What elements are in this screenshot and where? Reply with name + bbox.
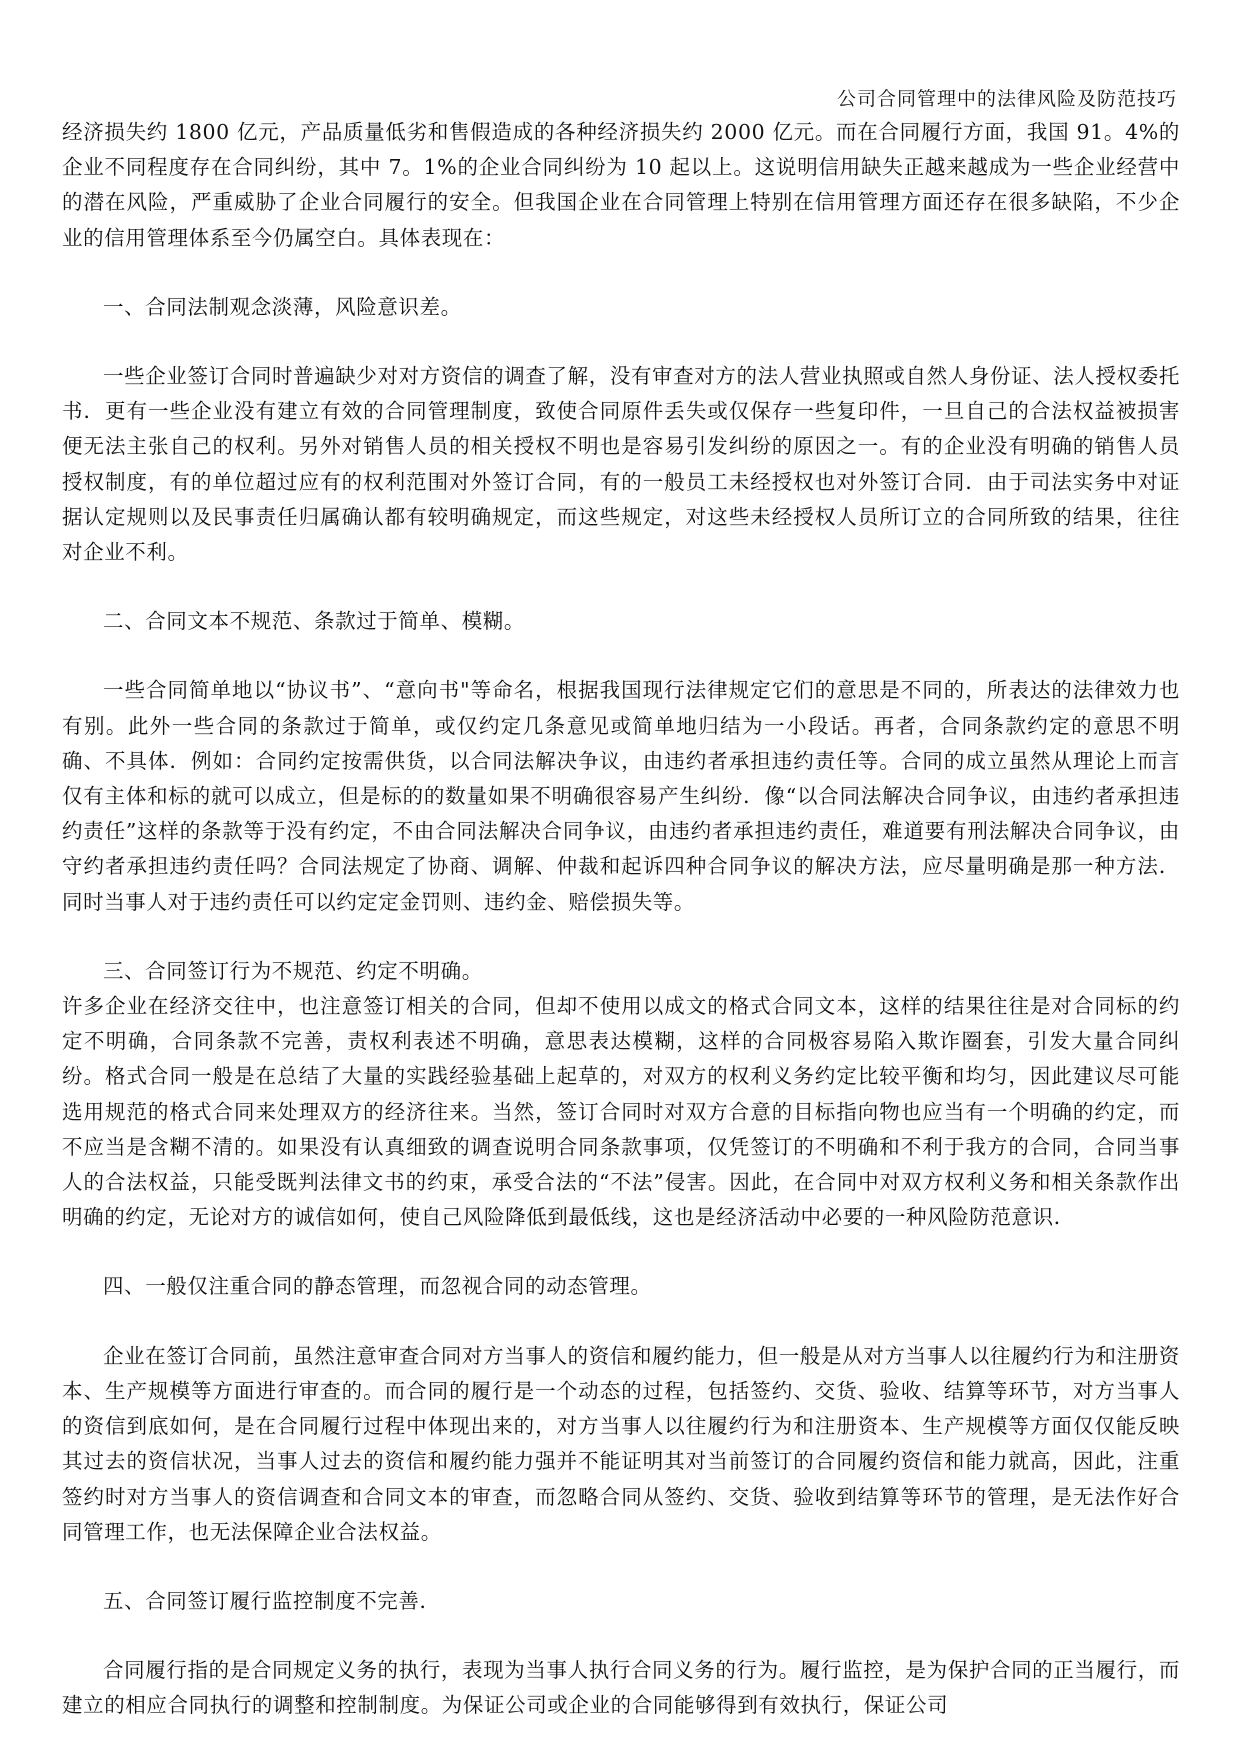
section-heading-4: 四、一般仅注重合同的静态管理，而忽视合同的动态管理。 bbox=[103, 1274, 652, 1299]
section-heading-2: 二、合同文本不规范、条款过于简单、模糊。 bbox=[103, 609, 525, 634]
paragraph-section-5: 合同履行指的是合同规定义务的执行，表现为当事人执行合同义务的行为。履行监控，是为保护合同的正当履行，而建立的相应合同执行的调整和控制制度。为保证公司或企业的合同能够得到有效执行，保证公司 bbox=[62, 1658, 1180, 1718]
paragraph-section-3: 许多企业在经济交往中，也注意签订相关的合同，但却不使用以成文的格式合同文本，这样的结果往往是对合同标的约定不明确，合同条款不完善，责权利表述不明确，意思表达模糊，这样的合同极容易陷入欺诈圈套，引发大量合同纠纷。格式合同一般是在总结了大量的实践经验基础上起草的，对双方的权利义务约定比较平衡和均匀，因此建议尽可能选用规范的格式合同来处理双方的经济往来。当然，签订合同时对双方合意的目标指向物也应当有一个明确的约定，而不应当是含糊不清的。如果没有认真细致的调查说明合同条款事项，仅凭签订的不明确和不利于我方的合同，合同当事人的合法权益，只能受既判法律文书的约束，承受合法的“不法”侵害。因此，在合同中对双方权利义务和相关条款作出明确的约定，无论对方的诚信如何，使自己风险降低到最低线，这也是经济活动中必要的一种风险防范意识． bbox=[62, 994, 1180, 1230]
paragraph-intro: 经济损失约 1800 亿元，产品质量低劣和售假造成的各种经济损失约 2000 亿元。而在合同履行方面，我国 91。4%的企业不同程度存在合同纠纷，其中 7。1%的企业合同纠纷为 10 起以上。这说明信用缺失正越来越成为一些企业经营中的潜在风险，严重威胁了企业合同履行的安全。但我国企业在合同管理上特别在信用管理方面还存在很多缺陷，不少企业的信用管理体系至今仍属空白。具体表现在： bbox=[62, 120, 1180, 250]
section-heading-1: 一、合同法制观念淡薄，风险意识差。 bbox=[103, 294, 462, 319]
section-heading-3: 三、合同签订行为不规范、约定不明确。 bbox=[103, 958, 483, 983]
body-text bbox=[62, 115, 1180, 1724]
paragraph-section-2: 一些合同简单地以“协议书”、“意向书"等命名，根据我国现行法律规定它们的意思是不同的，所表达的法律效力也有别。此外一些合同的条款过于简单，或仅约定几条意见或简单地归结为一小段话。再者，合同条款约定的意思不明确、不具体．例如：合同约定按需供货，以合同法解决争议，由违约者承担违约责任等。合同的成立虽然从理论上而言仅有主体和标的就可以成立，但是标的的数量如果不明确很容易产生纠纷．像“以合同法解决合同争议，由违约者承担违约责任”这样的条款等于没有约定，不由合同法解决合同争议，由违约者承担违约责任，难道要有刑法解决合同争议，由守约者承担违约责任吗？合同法规定了协商、调解、仲裁和起诉四种合同争议的解决方法，应尽量明确是那一种方法．同时当事人对于违约责任可以约定定金罚则、违约金、赔偿损失等。 bbox=[62, 678, 1180, 914]
paragraph-section-4: 企业在签订合同前，虽然注意审查合同对方当事人的资信和履约能力，但一般是从对方当事人以往履约行为和注册资本、生产规模等方面进行审查的。而合同的履行是一个动态的过程，包括签约、交货、验收、结算等环节，对方当事人的资信到底如何，是在合同履行过程中体现出来的，对方当事人以往履约行为和注册资本、生产规模等方面仅仅能反映其过去的资信状况，当事人过去的资信和履约能力强并不能证明其对当前签订的合同履约资信和能力就高，因此，注重签约时对方当事人的资信调查和合同文本的审查，而忽略合同从签约、交货、验收到结算等环节的管理，是无法作好合同管理工作，也无法保障企业合法权益。 bbox=[62, 1343, 1180, 1544]
section-heading-5: 五、合同签订履行监控制度不完善． bbox=[103, 1588, 441, 1613]
running-header: 公司合同管理中的法律风险及防范技巧 bbox=[836, 88, 1177, 110]
paragraph-section-1: 一些企业签订合同时普遍缺少对对方资信的调查了解，没有审查对方的法人营业执照或自然人身份证、法人授权委托书．更有一些企业没有建立有效的合同管理制度，致使合同原件丢失或仅保存一些复印件，一旦自己的合法权益被损害便无法主张自己的权利。另外对销售人员的相关授权不明也是容易引发纠纷的原因之一。有的企业没有明确的销售人员授权制度，有的单位超过应有的权利范围对外签订合同，有的一般员工未经授权也对外签订合同．由于司法实务中对证据认定规则以及民事责任归属确认都有较明确规定，而这些规定，对这些未经授权人员所订立的合同所致的结果，往往对企业不利。 bbox=[62, 364, 1180, 565]
